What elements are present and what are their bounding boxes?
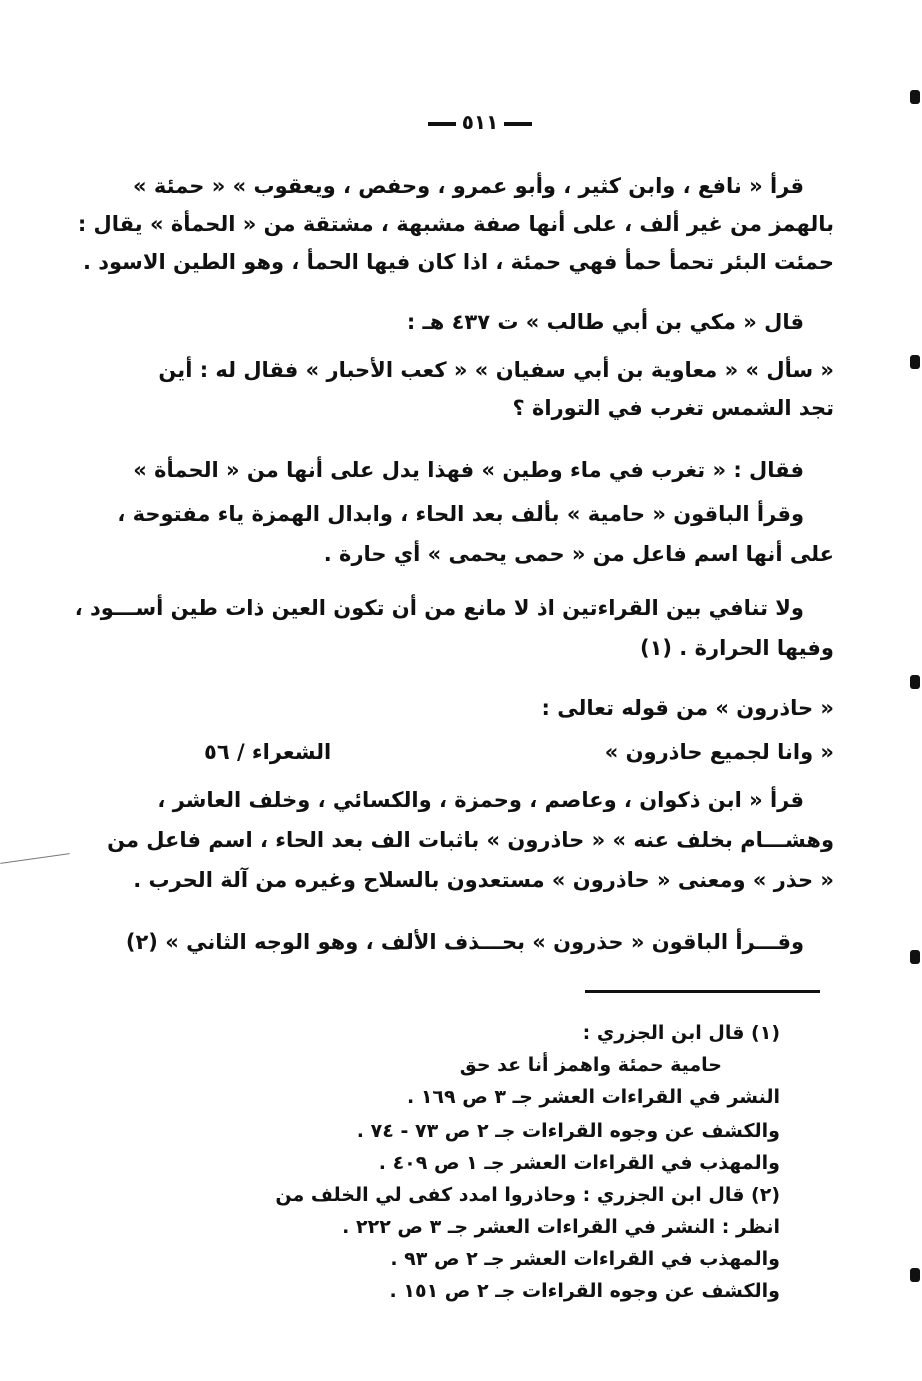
scan-edge-mark	[910, 950, 920, 964]
body-line-4: قال « مكي بن أبي طالب » ت ٤٣٧ هـ :	[406, 310, 804, 334]
body-line-9: على أنها اسم فاعل من « حمى يحمى » أي حارة .	[323, 542, 834, 566]
body-line-12: « حاذرون » من قوله تعالى :	[541, 696, 834, 720]
scan-edge-mark	[910, 675, 920, 689]
scan-edge-mark	[910, 90, 920, 104]
page-number-text: ٥١١	[461, 110, 499, 134]
body-line-15: « حذر » ومعنى « حاذرون » مستعدون بالسلاح وغيره من آلة الحرب .	[133, 868, 834, 892]
footnote-1-verse: حامية حمئة واهمز أنا عد حق	[459, 1054, 722, 1076]
dash-right	[428, 122, 456, 126]
page-number	[380, 110, 580, 134]
body-line-11: وفيها الحرارة . (١)	[639, 636, 834, 660]
body-line-3: حمئت البئر تحمأ حمأ فهي حمئة ، اذا كان فيها الحمأ ، وهو الطين الاسود .	[82, 250, 834, 274]
body-line-2: بالهمز من غير ألف ، على أنها صفة مشبهة ، مشتقة من « الحمأة » يقال :	[77, 212, 834, 236]
verse-reference: الشعراء / ٥٦	[204, 740, 332, 764]
body-line-1: قرأ « نافع ، وابن كثير ، وأبو عمرو ، وحفص ، ويعقوب » « حمئة »	[133, 174, 804, 198]
footnote-2-source-2: والمهذب في القراءات العشر جـ ٢ ص ٩٣ .	[390, 1248, 780, 1270]
body-line-7: فقال : « تغرب في ماء وطين » فهذا يدل على أنها من « الحمأة »	[133, 458, 804, 482]
body-line-13: قرأ « ابن ذكوان ، وعاصم ، وحمزة ، والكسائي ، وخلف العاشر ،	[157, 788, 804, 812]
quran-verse: « وانا لجميع حاذرون »	[604, 740, 834, 764]
dash-left	[504, 122, 532, 126]
footnote-1-source-2: والكشف عن وجوه القراءات جـ ٢ ص ٧٣ - ٧٤ .	[356, 1120, 780, 1142]
body-line-16: وقـــرأ الباقون « حذرون » بحـــذف الألف ، وهو الوجه الثاني » (٢)	[125, 930, 804, 954]
verse-row	[134, 740, 834, 770]
scan-edge-mark	[910, 355, 920, 369]
footnote-1-heading: (١) قال ابن الجزري :	[582, 1022, 780, 1044]
footnote-2-source-1: انظر : النشر في القراءات العشر جـ ٣ ص ٢٢٢ .	[342, 1216, 780, 1238]
scan-artifact-line	[0, 853, 69, 864]
body-line-14: وهشـــام بخلف عنه » « حاذرون » باثبات الف بعد الحاء ، اسم فاعل من	[107, 828, 834, 852]
body-line-8: وقرأ الباقون « حامية » بألف بعد الحاء ، وابدال الهمزة ياء مفتوحة ،	[117, 502, 804, 526]
footnote-2-source-3: والكشف عن وجوه القراءات جـ ٢ ص ١٥١ .	[389, 1280, 780, 1302]
footnote-separator	[585, 990, 820, 993]
scan-edge-mark	[910, 1268, 920, 1282]
footnote-1-source-3: والمهذب في القراءات العشر جـ ١ ص ٤٠٩ .	[378, 1152, 780, 1174]
body-line-5: « سأل » « معاوية بن أبي سفيان » « كعب الأحبار » فقال له : أين	[158, 358, 834, 382]
body-line-10: ولا تنافي بين القراءتين اذ لا مانع من أن تكون العين ذات طين أســـود ،	[74, 596, 804, 620]
footnote-1-source-1: النشر في القراءات العشر جـ ٣ ص ١٦٩ .	[406, 1086, 780, 1108]
body-line-6: تجد الشمس تغرب في التوراة ؟	[512, 396, 834, 420]
footnote-2-heading: (٢) قال ابن الجزري : وحاذروا امدد كفى لي الخلف من	[275, 1184, 780, 1206]
